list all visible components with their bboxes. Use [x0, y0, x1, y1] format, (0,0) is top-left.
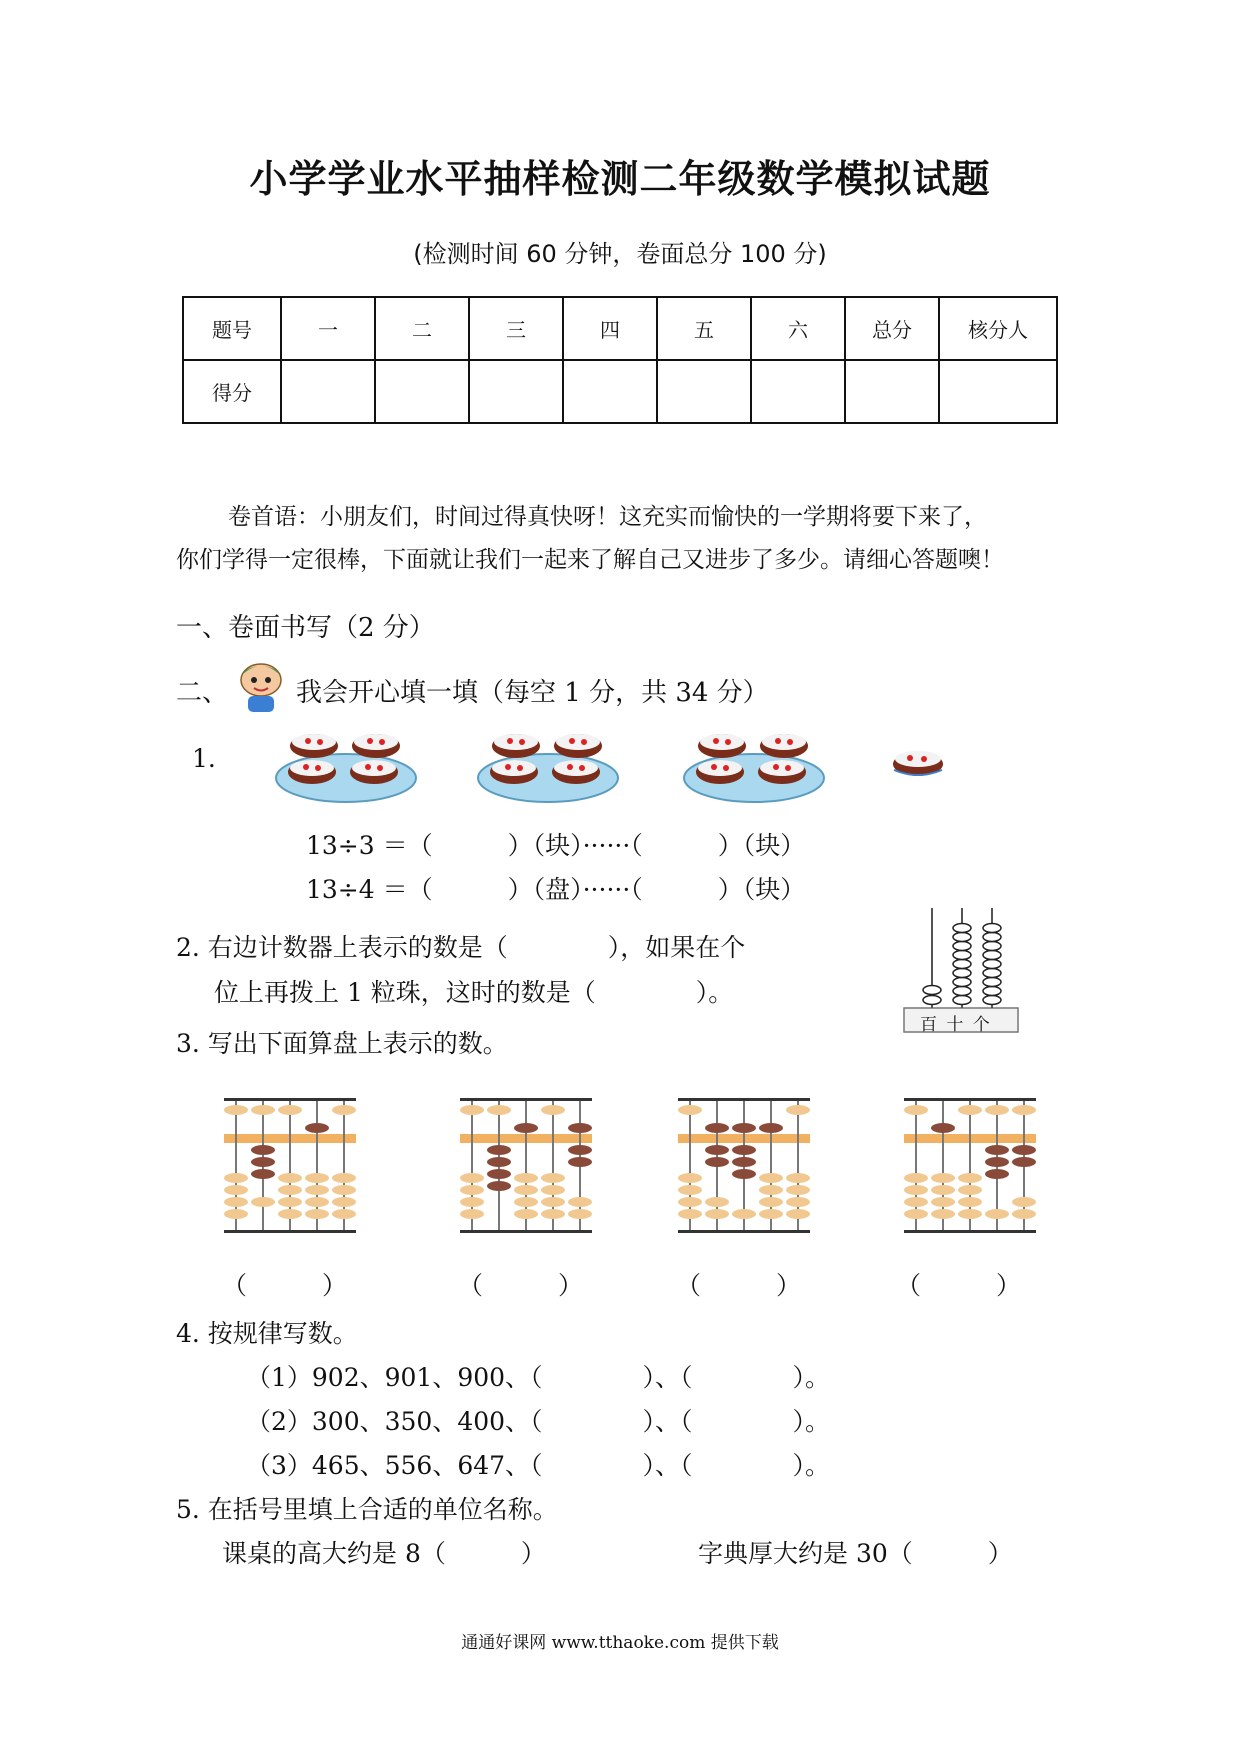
score-cell[interactable] — [281, 360, 375, 423]
abacus-icon — [458, 1096, 594, 1238]
q4-item: （3）465、556、647、（ ）、（ ）。 — [246, 1451, 831, 1480]
cake-plate-icon — [474, 724, 622, 804]
footer: 通通好课网 www.tthaoke.com 提供下载 — [461, 1633, 779, 1653]
score-table-score-row — [183, 360, 1057, 423]
counting-frame-labels: 百 十 个 — [920, 1015, 992, 1035]
page-subtitle: (检测时间 60 分钟，卷面总分 100 分) — [413, 240, 827, 268]
page-title: 小学学业水平抽样检测二年级数学模拟试题 — [249, 157, 991, 201]
table-cell: 核分人 — [939, 297, 1057, 360]
abacus-icon — [676, 1096, 812, 1238]
q1-number: 1. — [192, 744, 216, 773]
cake-icon — [890, 740, 946, 780]
q3-line: 3. 写出下面算盘上表示的数。 — [176, 1029, 508, 1058]
intro-line-2: 你们学得一定很棒，下面就让我们一起来了解自己又进步了多少。请细心答题噢！ — [176, 547, 1004, 573]
mascot-icon — [232, 656, 290, 714]
counting-frame — [902, 902, 1020, 1034]
q4-item: （2）300、350、400、（ ）、（ ）。 — [246, 1407, 831, 1436]
abacus-answer-blank[interactable]: （ ） — [896, 1271, 1022, 1300]
score-table — [182, 296, 1058, 424]
score-cell[interactable] — [939, 360, 1057, 423]
q1-line-2: 13÷4 ＝（ ）（盘）······（ ）（块） — [306, 875, 806, 904]
score-cell[interactable] — [469, 360, 563, 423]
q1-line-1: 13÷3 ＝（ ）（块）······（ ）（块） — [306, 831, 806, 860]
cake-plate-icon — [272, 724, 420, 804]
abacus-answer-blank[interactable]: （ ） — [676, 1271, 802, 1300]
abacus-answer-blank[interactable]: （ ） — [458, 1271, 584, 1300]
abacus-answer-blank[interactable]: （ ） — [222, 1271, 348, 1300]
table-cell: 总分 — [845, 297, 939, 360]
cake-plate-icon — [680, 724, 828, 804]
q5-desk: 课桌的高大约是 8（ ） — [222, 1539, 546, 1568]
q5-dictionary: 字典厚大约是 30（ ） — [698, 1539, 1013, 1568]
score-cell[interactable] — [657, 360, 751, 423]
section-two-heading: 我会开心填一填（每空 1 分，共 34 分） — [296, 678, 769, 708]
table-cell: 题号 — [183, 297, 281, 360]
intro-line-1: 卷首语：小朋友们，时间过得真快呀！这充实而愉快的一学期将要下来了， — [228, 504, 987, 530]
q4-item: （1）902、901、900、（ ）、（ ）。 — [246, 1363, 831, 1392]
abacus-icon — [902, 1096, 1038, 1238]
table-cell: 二 — [375, 297, 469, 360]
score-table-header-row — [183, 297, 1057, 360]
score-cell[interactable] — [845, 360, 939, 423]
table-cell: 五 — [657, 297, 751, 360]
table-cell: 六 — [751, 297, 845, 360]
q5-line: 5. 在括号里填上合适的单位名称。 — [176, 1495, 558, 1524]
table-cell: 得分 — [183, 360, 281, 423]
q2-line-2: 位上再拨上 1 粒珠，这时的数是（ ）。 — [214, 978, 734, 1007]
q2-line-1: 2. 右边计数器上表示的数是（ ），如果在个 — [176, 933, 746, 962]
abacus-icon — [222, 1096, 358, 1238]
section-one-heading: 一、卷面书写（2 分） — [176, 613, 435, 643]
score-cell[interactable] — [751, 360, 845, 423]
table-cell: 四 — [563, 297, 657, 360]
section-two-prefix: 二、 — [176, 678, 229, 708]
q4-line: 4. 按规律写数。 — [176, 1319, 358, 1348]
score-cell[interactable] — [563, 360, 657, 423]
table-cell: 三 — [469, 297, 563, 360]
score-cell[interactable] — [375, 360, 469, 423]
table-cell: 一 — [281, 297, 375, 360]
